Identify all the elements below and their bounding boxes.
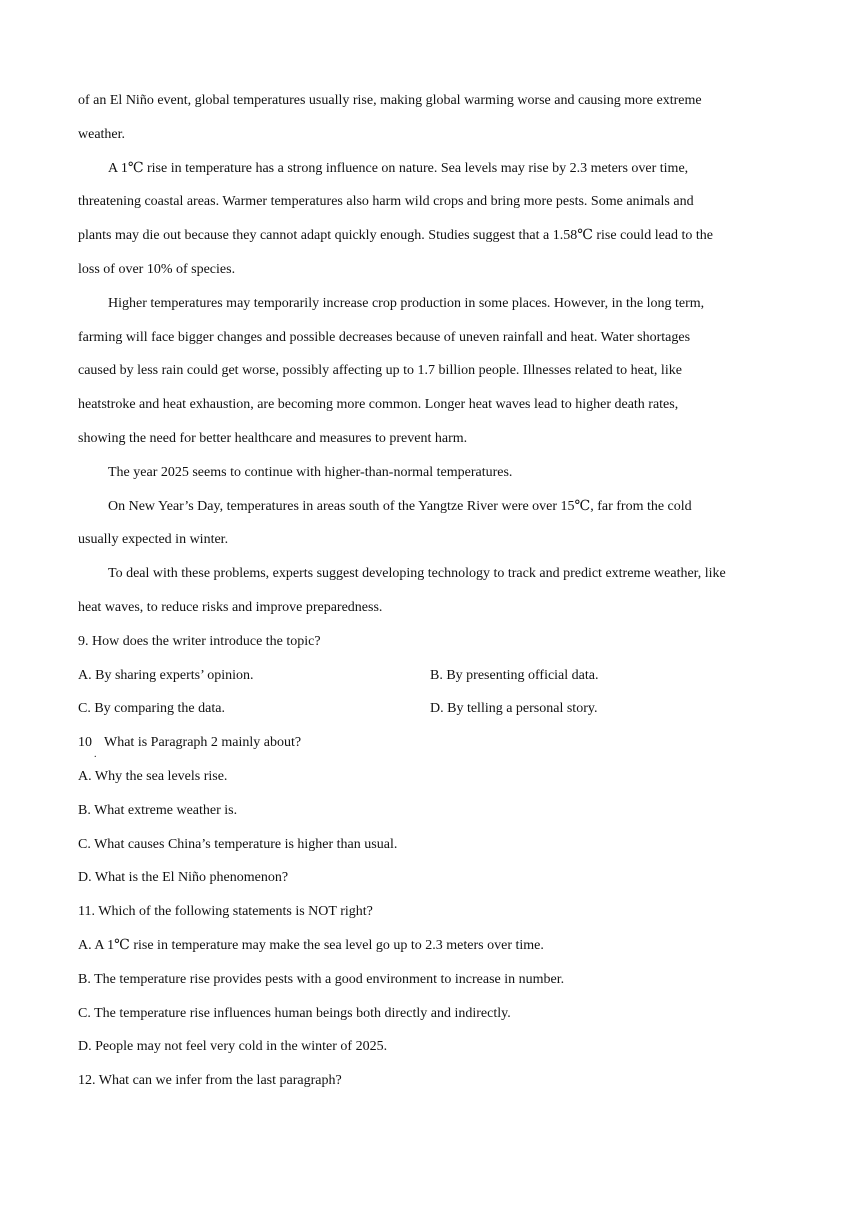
question-12 (78, 1064, 783, 1098)
option-a: A. By sharing experts’ opinion. (78, 667, 254, 683)
option-b: B. The temperature rise provides pests with a good environment to increase in number. (78, 971, 565, 987)
passage-line: To deal with these problems, experts suggest developing technology to track and predict extreme weather, like (108, 566, 726, 582)
passage-line: On New Year’s Day, temperatures in areas south of the Yangtze River were over 15℃, far from the cold (108, 498, 692, 514)
option-b: B. By presenting official data. (430, 667, 599, 683)
passage (78, 84, 783, 625)
question-9 (78, 625, 783, 726)
passage-line: caused by less rain could get worse, possibly affecting up to 1.7 billion people. Illnesses related to heat, like (78, 363, 682, 379)
question-number: 10 (78, 735, 92, 751)
option-d: D. By telling a personal story. (430, 701, 598, 717)
option-a: A. A 1℃ rise in temperature may make the sea level go up to 2.3 meters over time. (78, 937, 544, 953)
option-d: D. People may not feel very cold in the winter of 2025. (78, 1039, 388, 1055)
option-row (78, 659, 783, 693)
question-11 (78, 895, 783, 1064)
passage-line: usually expected in winter. (78, 532, 229, 548)
option-c: C. By comparing the data. (78, 701, 225, 717)
question-stem: 9. How does the writer introduce the topic? (78, 633, 321, 649)
option-b: B. What extreme weather is. (78, 802, 238, 818)
option-row (78, 692, 783, 726)
passage-line: threatening coastal areas. Warmer temperatures also harm wild crops and bring more pests. Some animals and (78, 194, 694, 210)
passage-line: A 1℃ rise in temperature has a strong influence on nature. Sea levels may rise by 2.3 meters over time, (108, 160, 689, 176)
document-page (78, 84, 783, 1098)
option-a: A. Why the sea levels rise. (78, 768, 228, 784)
question-stem: 12. What can we infer from the last paragraph? (78, 1073, 342, 1089)
question-text: What is Paragraph 2 mainly about? (104, 735, 302, 751)
passage-line: showing the need for better healthcare and measures to prevent harm. (78, 430, 468, 446)
passage-line: Higher temperatures may temporarily increase crop production in some places. However, in the long term, (108, 295, 705, 311)
question-stem: 11. Which of the following statements is NOT right? (78, 904, 373, 920)
passage-line: of an El Niño event, global temperatures usually rise, making global warming worse and causing more extreme (78, 93, 702, 108)
option-d: D. What is the El Niño phenomenon? (78, 870, 289, 886)
passage-line: heatstroke and heat exhaustion, are becoming more common. Longer heat waves lead to higher death rates, (78, 397, 679, 413)
option-c: C. What causes China’s temperature is higher than usual. (78, 836, 398, 852)
passage-line: heat waves, to reduce risks and improve preparedness. (78, 599, 383, 615)
question-number-dot: . (94, 749, 97, 761)
passage-line: The year 2025 seems to continue with higher-than-normal temperatures. (108, 464, 513, 480)
passage-line: plants may die out because they cannot adapt quickly enough. Studies suggest that a 1.58℃ rise could lead to the (78, 228, 714, 244)
passage-line: loss of over 10% of species. (78, 261, 236, 277)
passage-line: farming will face bigger changes and possible decreases because of uneven rainfall and heat. Water shortages (78, 329, 691, 345)
option-c: C. The temperature rise influences human beings both directly and indirectly. (78, 1005, 511, 1021)
question-10 (78, 726, 783, 895)
question-stem (78, 726, 783, 760)
passage-line: weather. (78, 126, 126, 142)
